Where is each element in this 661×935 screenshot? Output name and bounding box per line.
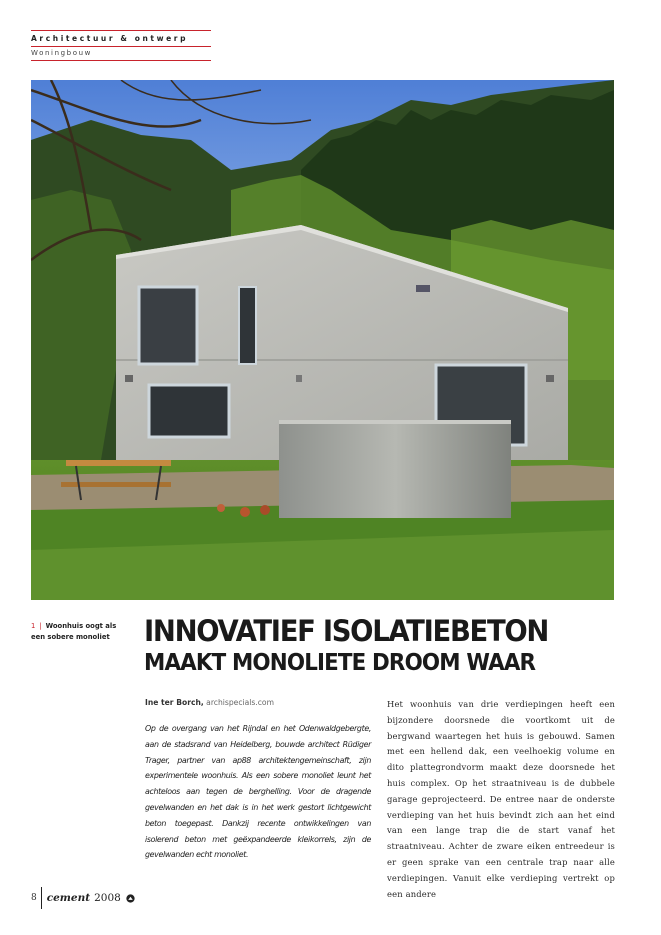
cement-logo-icon (126, 894, 135, 903)
caption-separator: | (39, 622, 42, 630)
article-intro: Op de overgang van het Rijndal en het Odenwaldgebergte, aan de stadsrand van Heidelberg, bouwde architect Rüdiger Trager, partner van ap88 architektengemeinschaft, zijn experimentele woonhuis. Als een sobere monoliet leunt het achteloos aan tegen de berghelling. Voor de dragende gevelwanden en het dak is in het werk gestort lichtgewicht beton toegepast. Dankzij recente ontwikkelingen van isolerend beton met geëxpandeerde kleikorrels, zijn de gevelwanden echt monoliet. (145, 724, 371, 860)
magazine-year: 2008 (94, 892, 121, 904)
author-source: archispecials.com (206, 698, 274, 707)
author-name: Ine ter Borch, (145, 698, 204, 707)
caption-text: Woonhuis oogt als een sobere monoliet (31, 622, 117, 641)
footer-divider (41, 887, 42, 909)
article-title-line1: INNOVATIEF ISOLATIEBETON (144, 614, 549, 648)
page-footer (31, 887, 135, 909)
article-body: Het woonhuis van drie verdiepingen heeft een bijzondere doorsnede die voortkomt uit de bergwand waartegen het huis is gebouwd. Samen met een hellend dak, een veelhoekig volume en dito plattegrondvorm maakt deze doorsnede het huis complex. Op het straatniveau is de dubbele garage geprojecteerd. De entree naar de onderste verdieping van het huis bevindt zich aan het eind van een lange trap die de start vanaf het straatniveau. Achter de zware eiken entreedeur is er geen sprake van een centrale trap naar alle verdiepingen. Vanuit elke verdieping vertrekt op een andere (387, 699, 615, 899)
subsection-label: Woningbouw (31, 49, 92, 57)
article-title-line2: MAAKT MONOLIETE DROOM WAAR (144, 650, 536, 676)
section-header (31, 30, 211, 61)
magazine-name: cement (46, 892, 91, 904)
header-rule-bottom (31, 60, 211, 61)
photo-caption (31, 621, 131, 643)
section-label: Architectuur & ontwerp (31, 34, 189, 43)
caption-number: 1 (31, 622, 36, 630)
byline (145, 698, 274, 707)
house-photo (31, 80, 614, 600)
page-number: 8 (31, 893, 37, 903)
